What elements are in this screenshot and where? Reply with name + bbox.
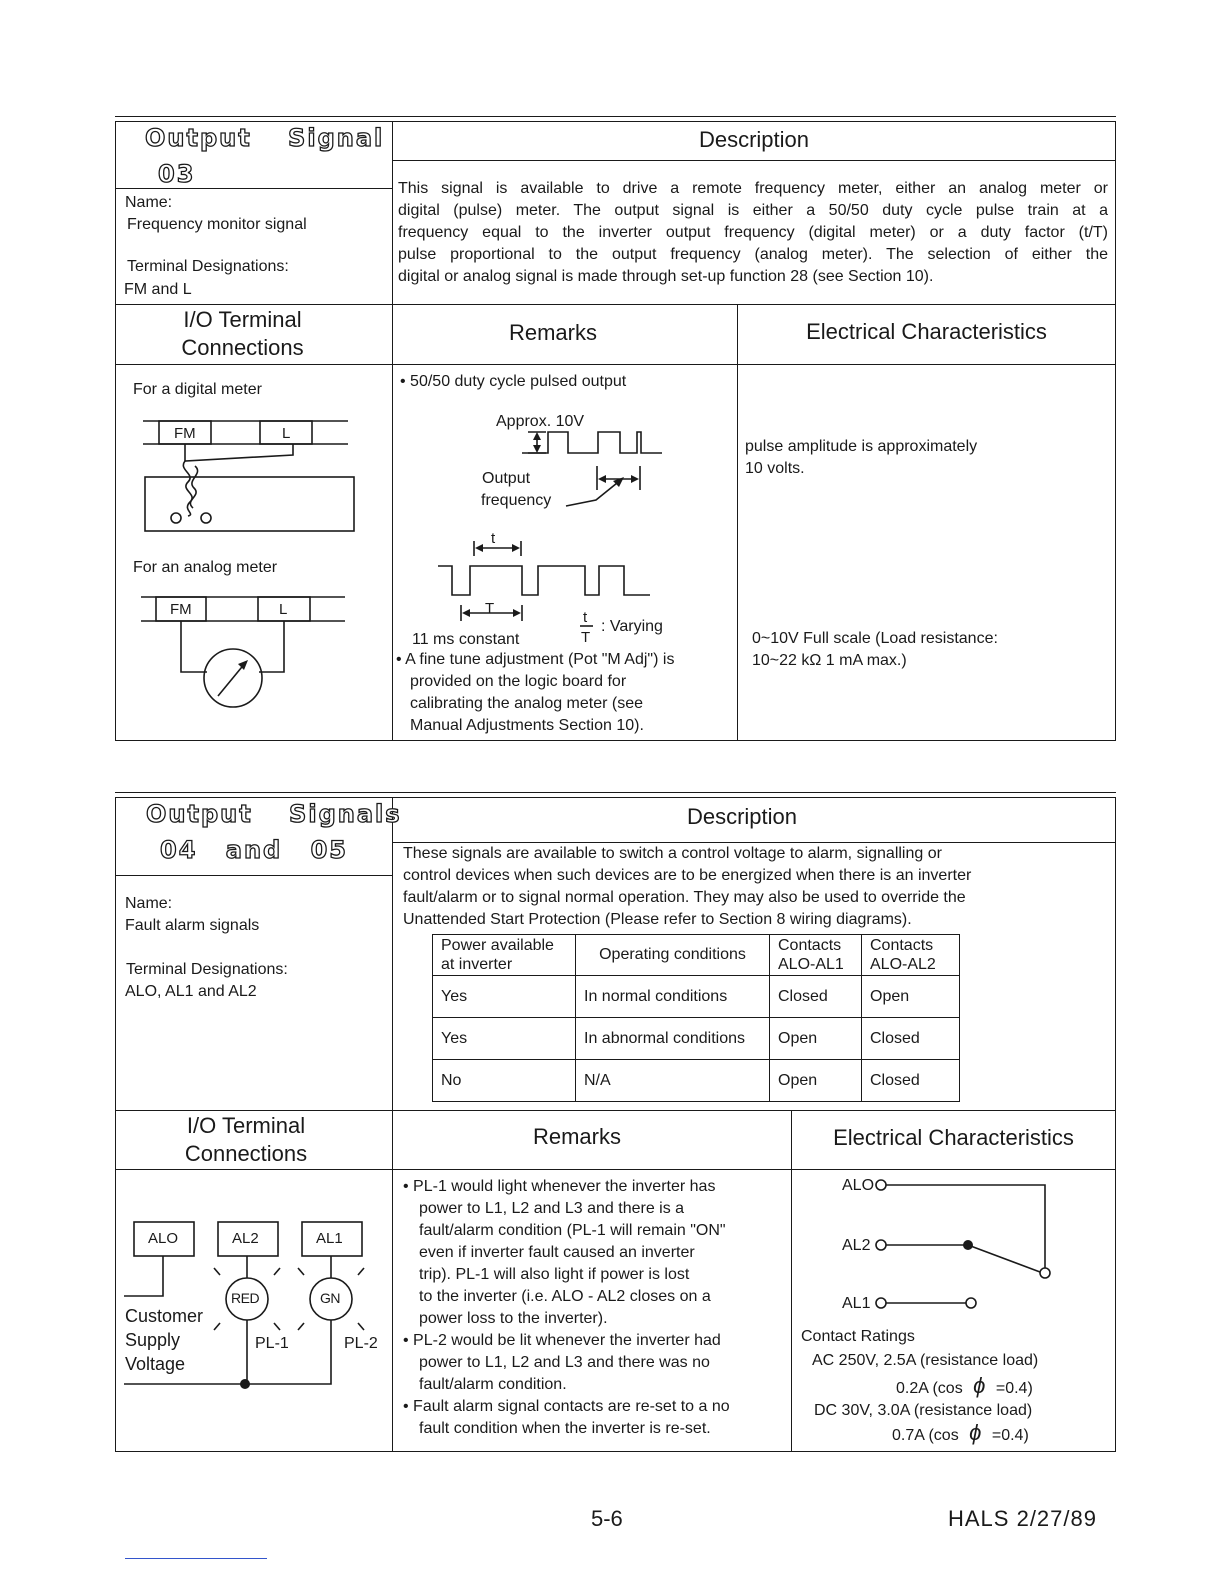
big-t-label: T <box>485 600 495 617</box>
terminal-value: ALO, AL1 and AL2 <box>125 983 257 1000</box>
header-power-available: Power available at inverter <box>433 935 576 976</box>
analog-l-terminal: L <box>279 601 288 618</box>
terminal-label: Terminal Designations: <box>126 961 288 978</box>
table-row: Yes In normal conditions Closed Open <box>433 976 960 1018</box>
customer-supply-voltage: Customer Supply Voltage <box>125 1306 204 1374</box>
remarks-header: Remarks <box>532 1124 621 1149</box>
name-label: Name: <box>125 194 173 211</box>
table-row: No N/A Open Closed <box>433 1060 960 1102</box>
lamp-red: RED <box>231 1290 260 1306</box>
name-label: Name: <box>125 895 173 912</box>
description-header: Description <box>698 127 810 152</box>
remarks-text: • PL-1 would light whenever the inverter has power to L1, L2 and L3 and there is a fault/alarm condition (PL-1 will remain "ON" even if inverter fault caused an inverter trip). PL-1 will also light if power is lost to the inverter (i.e. ALO - AL2 closes on a power loss to the inverter). • PL-2 would be lit whenever the inverter had power to L1, L2 and L3 and there was no fault/alarm condition. • Fault alarm signal contacts are re-set to a no fault condition when the inverter is re-set. <box>403 1178 730 1437</box>
rating-dc-cos: 0.7A (cos ϕ =0.4) <box>892 1420 1029 1445</box>
terminal-label: Terminal Designations: <box>127 258 289 275</box>
description-text: These signals are available to switch a control voltage to alarm, signalling or control devices when such devices are to be energized when there is an inverter fault/alarm or to signal normal operation. They may also be used to override the Unattended Start Protection (Please refer to Section 8 wiring diagrams). <box>403 845 972 928</box>
output-label: Output <box>482 470 531 487</box>
lamp-gn: GN <box>320 1290 340 1306</box>
approx-10v-label: Approx. 10V <box>496 413 585 430</box>
contact-ratings-title: Contact Ratings <box>801 1328 915 1345</box>
constant-label: 11 ms constant <box>412 631 520 648</box>
section1-title-number: 03 <box>158 160 196 188</box>
name-value: Fault alarm signals <box>125 917 260 934</box>
terminal-al1: AL1 <box>316 1230 343 1247</box>
remarks-header: Remarks <box>508 320 597 345</box>
electrical-header: Electrical Characteristics <box>806 319 1047 344</box>
digital-fm-terminal: FM <box>174 425 196 442</box>
terminal-al2: AL2 <box>232 1230 259 1247</box>
name-value: Frequency monitor signal <box>127 216 307 233</box>
electrical-header: Electrical Characteristics <box>833 1125 1074 1150</box>
contact-label-al1: AL1 <box>842 1295 871 1312</box>
section1-title: Output Signal <box>145 124 385 152</box>
page-number: 5-6 <box>591 1506 623 1531</box>
analog-meter-label: For an analog meter <box>133 559 278 576</box>
digital-meter-label: For a digital meter <box>133 381 262 398</box>
digital-l-terminal: L <box>282 425 291 442</box>
terminal-value: FM and L <box>124 281 192 298</box>
phi-symbol: ϕ <box>973 1373 986 1398</box>
elec-full-scale: 0~10V Full scale (Load resistance: 10~22 kΩ 1 mA max.) <box>752 630 998 669</box>
pl2-label: PL-2 <box>344 1335 378 1352</box>
header-operating-conditions: Operating conditions <box>576 935 770 976</box>
footer-link-rule <box>125 1558 267 1559</box>
fraction-t-numerator: t <box>583 609 588 626</box>
t-label: t <box>491 530 496 547</box>
fraction-t-denominator: T <box>581 629 591 646</box>
section2-title-numbers: 04 and 05 <box>160 836 348 864</box>
document-id: HALS 2/27/89 <box>948 1506 1097 1531</box>
header-contacts-alo-al1: Contacts ALO-AL1 <box>770 935 862 976</box>
rating-ac: AC 250V, 2.5A (resistance load) <box>812 1352 1039 1369</box>
io-header: I/O Terminal Connections <box>184 1113 308 1166</box>
elec-pulse-amplitude: pulse amplitude is approximately 10 volts. <box>745 438 978 477</box>
rating-dc: DC 30V, 3.0A (resistance load) <box>814 1402 1033 1419</box>
description-text: This signal is available to drive a remote frequency meter, either an analog meter or digital (pulse) meter. The output signal is either a 50/50 duty cycle pulse train at a frequency equal to the inverter output frequency (digital meter) or a duty factor (t/T) pulse proportional to the output frequency (analog meter). The selection of either the digital or analog signal is made through set-up function 28 (see Section 10). <box>398 180 1108 285</box>
section2-title: Output Signals <box>146 800 402 828</box>
remark-bullet-1: • 50/50 duty cycle pulsed output <box>400 373 627 390</box>
contact-label-al2: AL2 <box>842 1237 871 1254</box>
description-header: Description <box>686 804 798 829</box>
phi-symbol: ϕ <box>969 1420 982 1445</box>
io-header: I/O Terminal Connections <box>181 307 304 360</box>
varying-label: : Varying <box>601 618 663 635</box>
rating-ac-cos: 0.2A (cos ϕ =0.4) <box>896 1373 1033 1398</box>
contact-label-alo: ALO <box>842 1177 875 1194</box>
analog-fm-terminal: FM <box>170 601 192 618</box>
table-row: Yes In abnormal conditions Open Closed <box>433 1018 960 1060</box>
remark-bullet-2: • A fine tune adjustment (Pot "M Adj") is provided on the logic board for calibrating the analog meter (see Manual Adjustments Section 10). <box>396 651 675 734</box>
terminal-alo: ALO <box>148 1230 179 1247</box>
pl1-label: PL-1 <box>255 1335 289 1352</box>
frequency-label: frequency <box>481 492 552 509</box>
header-contacts-alo-al2: Contacts ALO-AL2 <box>862 935 960 976</box>
